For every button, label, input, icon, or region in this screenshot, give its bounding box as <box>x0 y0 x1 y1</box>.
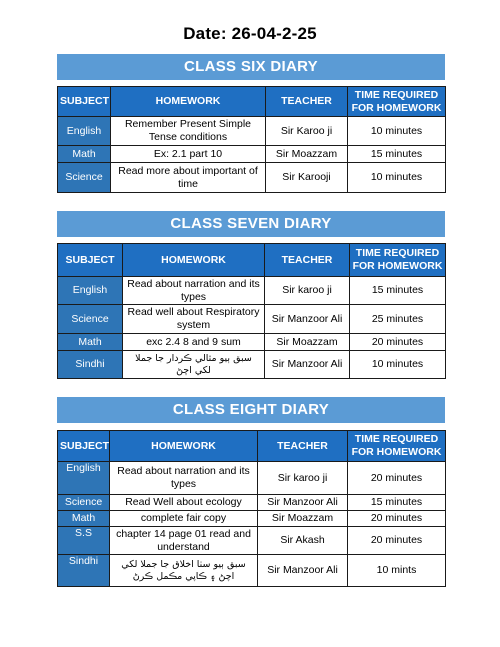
subject-cell: Sindhi <box>58 555 110 587</box>
subject-cell: Science <box>58 163 111 193</box>
table-header-row <box>58 431 446 462</box>
homework-cell: Read about narration and its types <box>110 462 258 495</box>
time-cell: 25 minutes <box>350 305 446 334</box>
subject-cell: Sindhi <box>58 351 123 379</box>
homework-cell: سبق ٻيو سٺا اخلاق جا جملا لکي اچڻ ۽ ڪاپي مڪمل ڪرڻ <box>110 555 258 587</box>
homework-cell: exc 2.4 8 and 9 sum <box>123 334 265 351</box>
homework-cell: Read well about Respiratory system <box>123 305 265 334</box>
subject-cell: Math <box>58 146 111 163</box>
teacher-cell: Sir Manzoor Ali <box>265 351 350 379</box>
homework-cell: complete fair copy <box>110 511 258 527</box>
table-row <box>58 305 446 334</box>
subject-cell: Math <box>58 511 110 527</box>
time-header: TIME REQUIRED FOR HOMEWORK <box>348 431 446 462</box>
table-row <box>58 117 446 146</box>
diary-date: Date: 26-04-2-25 <box>183 24 317 43</box>
subject-cell: S.S <box>58 527 110 555</box>
subject-cell: English <box>58 277 123 305</box>
time-cell: 10 minutes <box>350 351 446 379</box>
homework-cell: سبق ٻيو مثالي ڪردار جا جملا لکي اچڻ <box>123 351 265 379</box>
time-cell: 20 minutes <box>348 527 446 555</box>
subject-cell: English <box>58 462 110 495</box>
time-cell: 10 mints <box>348 555 446 587</box>
table-row <box>58 146 446 163</box>
table-row <box>58 163 446 193</box>
subject-header: SUBJECT <box>58 244 123 277</box>
homework-header: HOMEWORK <box>111 87 266 117</box>
table-row <box>58 511 446 527</box>
table-header-row <box>58 244 446 277</box>
time-cell: 20 minutes <box>348 462 446 495</box>
teacher-cell: Sir Akash <box>258 527 348 555</box>
teacher-cell: Sir karoo ji <box>258 462 348 495</box>
table-row <box>58 351 446 379</box>
teacher-cell: Sir Moazzam <box>266 146 348 163</box>
time-cell: 20 minutes <box>348 511 446 527</box>
teacher-header: TEACHER <box>258 431 348 462</box>
subject-cell: Science <box>58 495 110 511</box>
homework-header: HOMEWORK <box>123 244 265 277</box>
class-eight-title: CLASS EIGHT DIARY <box>57 397 445 423</box>
class-seven-title: CLASS SEVEN DIARY <box>57 211 445 237</box>
teacher-cell: Sir Moazzam <box>258 511 348 527</box>
table-row <box>58 462 446 495</box>
class-eight-table <box>57 430 446 587</box>
time-cell: 20 minutes <box>350 334 446 351</box>
homework-cell: Read about narration and its types <box>123 277 265 305</box>
homework-header: HOMEWORK <box>110 431 258 462</box>
time-cell: 10 minutes <box>348 163 446 193</box>
subject-cell: Math <box>58 334 123 351</box>
class-six-table <box>57 86 446 193</box>
time-cell: 15 minutes <box>350 277 446 305</box>
teacher-cell: Sir Manzoor Ali <box>258 555 348 587</box>
table-row <box>58 555 446 587</box>
table-row <box>58 527 446 555</box>
teacher-cell: Sir Manzoor Ali <box>258 495 348 511</box>
table-row <box>58 334 446 351</box>
homework-cell: Ex: 2.1 part 10 <box>111 146 266 163</box>
class-six-title: CLASS SIX DIARY <box>57 54 445 80</box>
subject-header: SUBJECT <box>58 431 110 462</box>
time-cell: 15 minutes <box>348 495 446 511</box>
teacher-cell: Sir Moazzam <box>265 334 350 351</box>
teacher-cell: Sir Manzoor Ali <box>265 305 350 334</box>
table-row <box>58 277 446 305</box>
time-cell: 10 minutes <box>348 117 446 146</box>
teacher-cell: Sir Karooji <box>266 163 348 193</box>
homework-cell: Remember Present Simple Tense conditions <box>111 117 266 146</box>
table-row <box>58 495 446 511</box>
time-header: TIME REQUIRED FOR HOMEWORK <box>348 87 446 117</box>
homework-cell: chapter 14 page 01 read and understand <box>110 527 258 555</box>
teacher-cell: Sir karoo ji <box>265 277 350 305</box>
subject-header: SUBJECT <box>58 87 111 117</box>
table-header-row <box>58 87 446 117</box>
teacher-header: TEACHER <box>265 244 350 277</box>
subject-cell: Science <box>58 305 123 334</box>
teacher-cell: Sir Karoo ji <box>266 117 348 146</box>
subject-cell: English <box>58 117 111 146</box>
time-header: TIME REQUIRED FOR HOMEWORK <box>350 244 446 277</box>
homework-cell: Read more about important of time <box>111 163 266 193</box>
time-cell: 15 minutes <box>348 146 446 163</box>
class-seven-table <box>57 243 446 379</box>
homework-cell: Read Well about ecology <box>110 495 258 511</box>
teacher-header: TEACHER <box>266 87 348 117</box>
